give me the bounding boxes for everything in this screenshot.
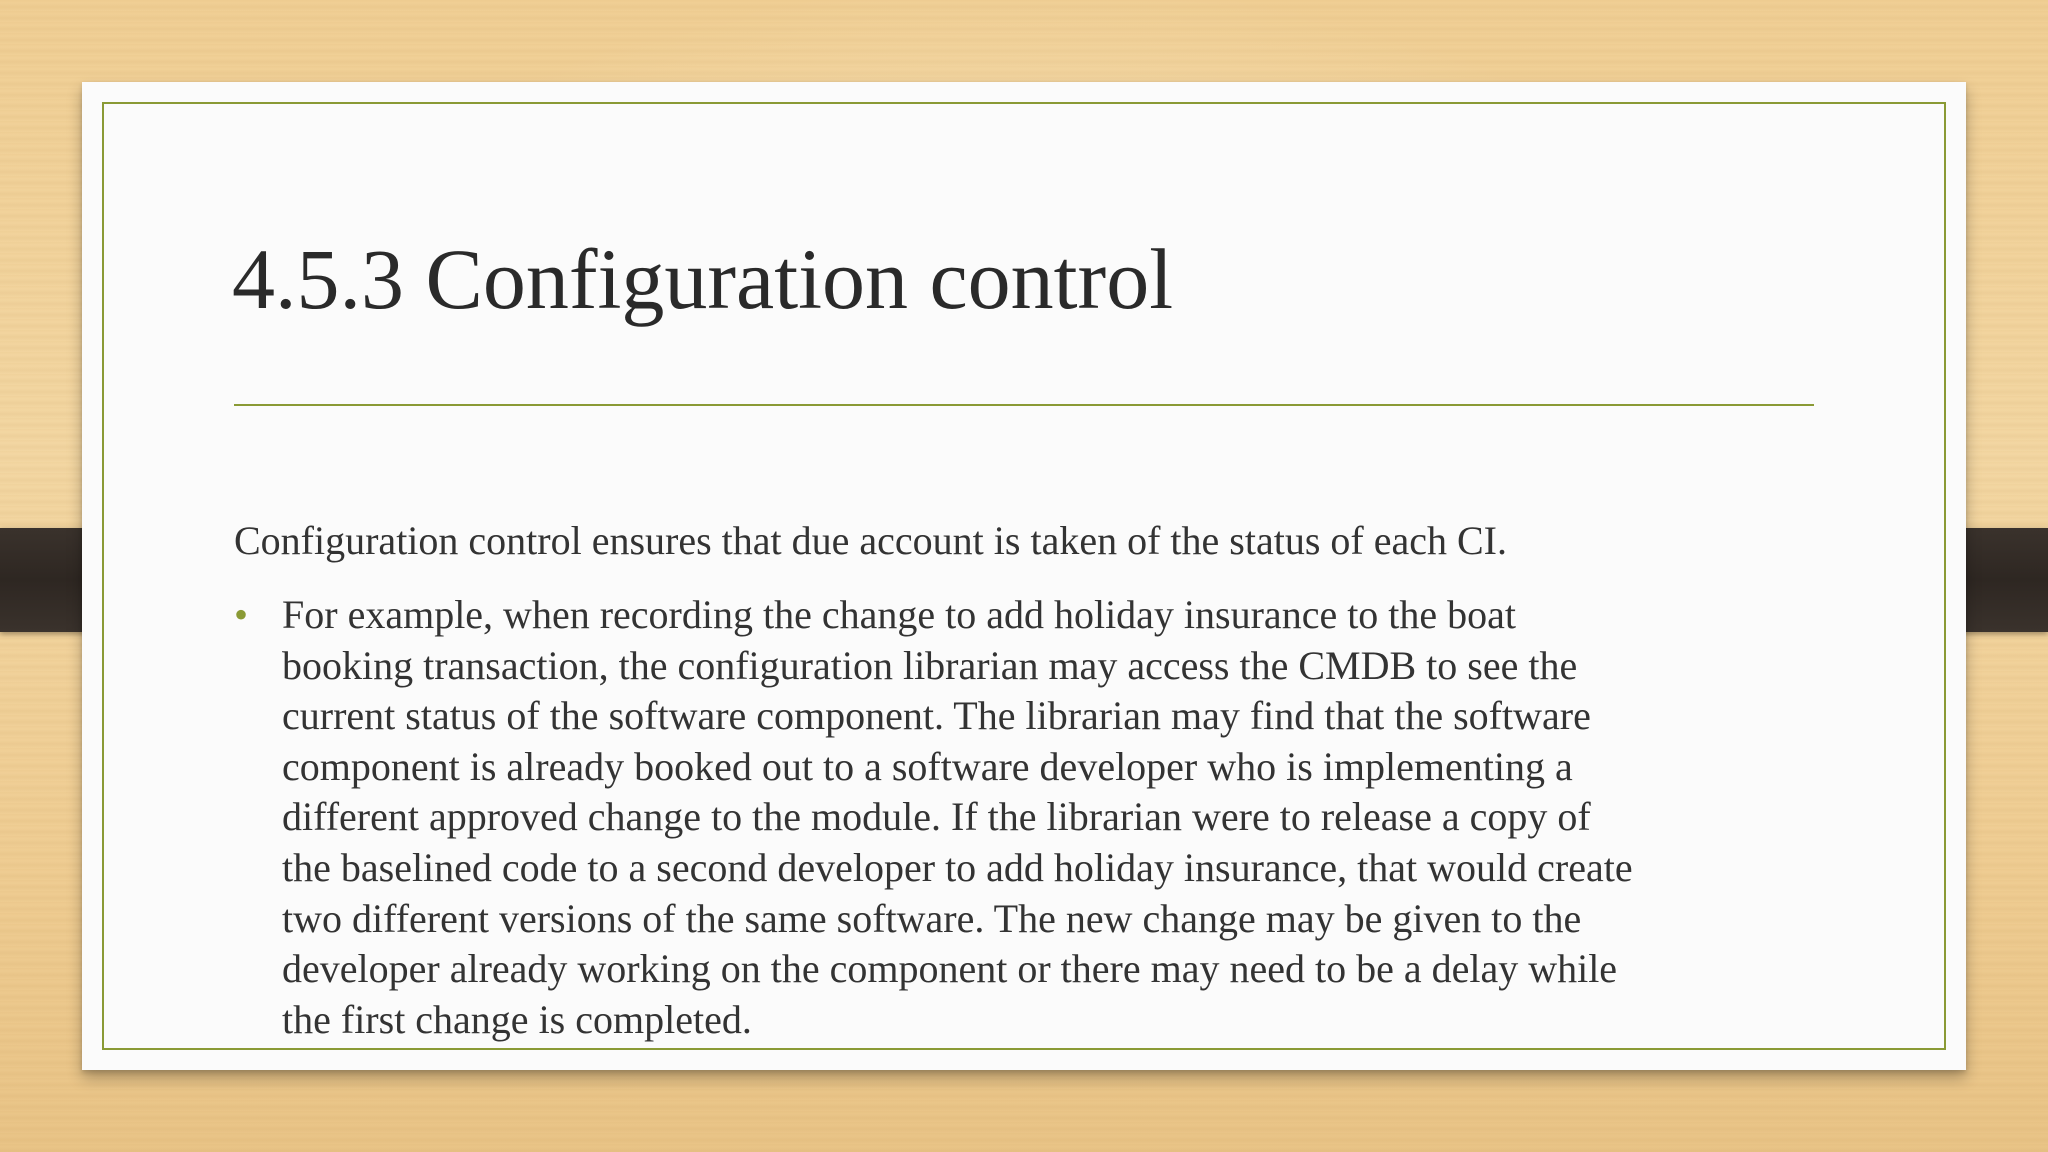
bullet-line: the baselined code to a second developer to add holiday insurance, that would create <box>282 844 1633 890</box>
bullet-line: two different versions of the same software. The new change may be given to the <box>282 895 1582 941</box>
bullet-line: booking transaction, the configuration librarian may access the CMDB to see the <box>282 642 1578 688</box>
bullet-line: component is already booked out to a software developer who is implementing a <box>282 743 1573 789</box>
bullet-line: the first change is completed. <box>282 996 752 1042</box>
bullet-line: For example, when recording the change to add holiday insurance to the boat <box>282 592 1517 637</box>
bullet-line: developer already working on the component or there may need to be a delay while <box>282 946 1618 992</box>
bullet-text <box>282 590 1816 1045</box>
intro-paragraph: Configuration control ensures that due account is taken of the status of each CI. <box>234 518 1507 563</box>
slide-title: 4.5.3 Configuration control <box>232 231 1174 327</box>
title-divider <box>234 404 1814 406</box>
bullet-icon: • <box>234 592 249 637</box>
bullet-item <box>234 590 1816 1045</box>
slide-card <box>82 82 1966 1070</box>
bullet-line: current status of the software component. The librarian may find that the software <box>282 693 1591 739</box>
bullet-line: different approved change to the module. If the librarian were to release a copy of <box>282 794 1591 840</box>
